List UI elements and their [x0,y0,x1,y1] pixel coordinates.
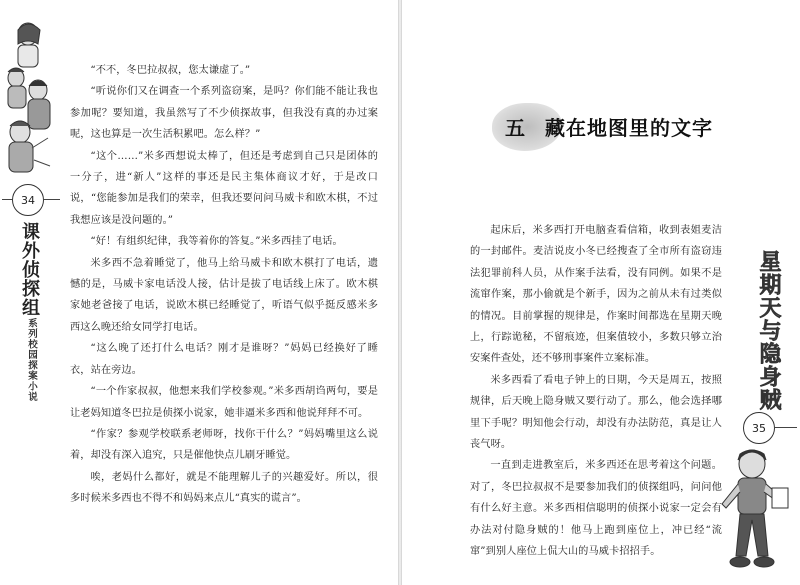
series-subtitle: 系列校园探案小说 [26,318,37,402]
book-title: 星期天与隐身贼 [756,250,781,411]
paragraph: 起床后，米多西打开电脑查看信箱，收到表姐麦洁的一封邮件。麦洁说皮小冬已经搜查了全市所有盗窃违法犯罪前科人员，从作案手法看，没有同例。如果不是流窜作案，那小偷就是个新手，因为之前从未有过类似的情况。目前掌握的规律是，作案时间都选在星期天晚上，行踪诡秘，不留痕迹，但案值较小，多数只够立治安案件查处，还不够刑事案件立案标准。 [470,225,722,365]
paragraph: 米多西不急着睡觉了，他马上给马威卡和欧木棋打了电话，遗憾的是，马威卡家电话没人接，估计是拔了电话线上床了。欧木棋家她老爸接了电话，说欧木棋已经睡觉了，听语气似乎挺反感米多西这么晚还给女同学打电话。 [70,257,378,333]
paragraph: 米多西看了看电子钟上的日期，今天是周五，按照规律，后天晚上隐身贼又要行动了。那么，他会选择哪里下手呢？明知他会行动，却没有办法防范，真是让人丧气呀。 [470,374,722,451]
paragraph: “一个作家叔叔，他想来我们学校参观。”米多西胡诌两句，要是让老妈知道冬巴拉是侦探小说家，她非逼米多西和他说拜拜不可。 [70,386,378,419]
paragraph: “作家？参观学校联系老师呀，找你干什么？”妈妈嘴里这么说着，却没有深入追究，只是催他快点儿刷牙睡觉。 [70,428,378,462]
boy-illustration [712,444,798,585]
paragraph: “这么晚了还打什么电话？刚才是谁呀？”妈妈已经换好了睡衣，站在旁边。 [70,343,378,376]
paragraph: “这个……”米多西想说太棒了，但还是考虑到自己只是团体的一分子，进“新人”这样的事还是民主集体商议才好，于是改口说，“您能参加是我们的荣幸，但我还要问问马威卡和欧木棋，不过我想应该是没问题的。” [70,150,378,226]
page-number-line [2,199,12,200]
page-number: 34 [12,184,44,216]
page-number-line [44,199,60,200]
paragraph: “好！有组织纪律，我等着你的答复。”米多西挂了电话。 [90,236,343,248]
page-number-line [775,427,797,428]
right-body-text [470,220,722,563]
left-body-text [70,60,378,510]
paragraph: 唉，老妈什么都好，就是不能理解儿子的兴趣爱好。所以，很多时候米多西也不得不和妈妈来点儿“真实的谎言”。 [70,471,378,505]
left-page [0,0,398,585]
paragraph: “听说你们又在调查一个系列盗窃案，是吗？你们能不能让我也参加呢？要知道，我虽然写了不少侦探故事，但我没有真的办过案呢，这也算是一次生活积累吧。怎么样？” [70,86,378,141]
book-spine [398,0,402,585]
paragraph: 一直到走进教室后，米多西还在思考着这个问题。对了，冬巴拉叔叔不是要参加我们的侦探组吗，问问他有什么好主意。米多西相信聪明的侦探小说家一定会有办法对付隐身贼的！他马上跑到座位上，冲已经“流窜”到别人座位上侃大山的马威卡招招手。 [470,460,722,558]
chapter-number: 五 [505,116,525,140]
chapter-title: 藏在地图里的文字 [545,116,713,140]
series-title: 课外侦探组 [19,222,40,317]
characters-illustration [4,20,56,190]
page-number: 35 [743,412,775,444]
paragraph: “不不，冬巴拉叔叔，您太谦虚了。” [90,65,251,76]
